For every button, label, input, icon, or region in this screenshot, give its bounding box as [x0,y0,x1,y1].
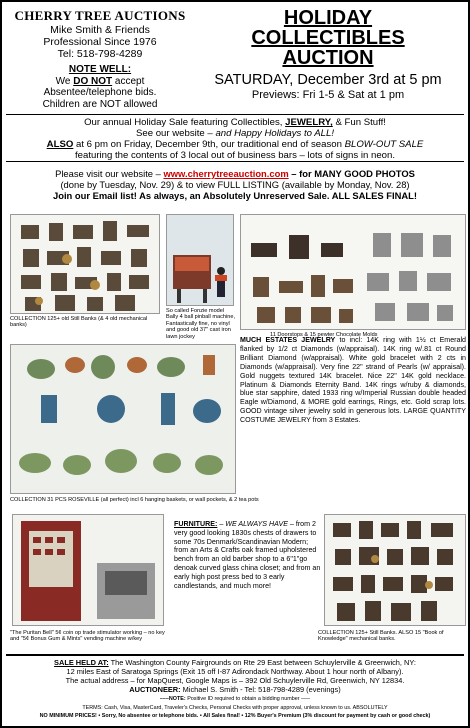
furniture-emphasis: – WE ALWAYS HAVE – [219,520,294,528]
title-block [192,8,464,101]
phone-number: Tel: 518-798-4289 [57,48,143,60]
intro-text: Our annual Holiday Sale featuring Collectibles, [84,117,283,128]
terms-line: TERMS: Cash, Visa, MasterCard, Traveler's Checks, Personal Checks with proper approval, unless known to us. ABSOLUTELY [82,704,388,711]
intro-emphasis: and Happy Holidays to ALL! [215,128,335,139]
furniture-label: FURNITURE: [174,520,218,528]
title-line: COLLECTIBLES [251,27,405,49]
molds-caption: 11 Doorstops & 15 pewter Chocolate Molds [270,332,378,338]
auctioneer-text: Michael S. Smith - Tel: 518-798-4289 (evenings) [182,685,341,694]
title-line: HOLIDAY [283,7,373,29]
jewelry-text: to incl: 14K ring with 1½ ct Emerald flanked by 1/2 ct Diamonds (w/appraisal). 14K ring w/.81 ct Round Brilliant Diamond (w/appraisal). White gold bracelet with 2 cts in Diamonds (w/appraisal). Very fine 22" strand of Pearls (w/ appraisal). Gold nuggets textured 14K bracelet. Nice 22" 14K gold necklace. Platinum & Diamonds Eternity Band. 14K rings w/ruby & diamonds, blue star sapphire, dated 1933 ring w/Imperial Russian double headed Eagle w/Diamond, & MORE gold earrings, Rings, etc. Gold scrap lots. GOOD vintage silver jewelry sold in generous lots. LARGE QUANTITY COSTUME JEWELRY from 3 Estates. [240,336,466,425]
intro-text: featuring the contents of 3 local out of business bars – lots of signs in neon. [75,150,395,161]
pinball-caption: So called Fonzie model Bally 4 ball pinball machine, Fantastically fine, no vinyl and good old 37" cast iron lawn jockey [166,308,236,340]
company-name: CHERRY TREE AUCTIONS [14,8,186,23]
note-emphasis: DO NOT [73,75,113,87]
directions-text: 12 miles East of Saratoga Springs (Exit 15 off I-87 Adirondack Northway. About 1 hour north of Albany). [66,667,404,676]
website-text: – for MANY GOOD PHOTOS [291,168,415,179]
sale-date: SATURDAY, December 3rd at 5 pm [214,72,442,88]
sale-location-text: The Washington County Fairgrounds on Rte 29 East between Schuylerville & Greenwich, NY: [110,658,416,667]
preview-times: Previews: Fri 1-5 & Sat at 1 pm [251,89,405,101]
note-text: accept [114,75,145,87]
doorstops-molds-photo [240,214,466,330]
pinball-photo [166,214,234,306]
intro-text: See our website – [135,128,213,139]
sale-location-label: SALE HELD AT: [54,658,109,667]
title-line: AUCTION [282,47,374,69]
note-text: We [55,75,71,87]
jewelry-description [240,336,466,504]
auctioneer-label: AUCTIONEER: [129,685,181,694]
website-link[interactable]: www.cherrytreeauction.com [163,168,289,179]
trade-stimulator-caption: "The Puritan Bell" 5¢ coin op trade stimulator working – no key and "5¢ Bonus Gum & Mints" vending machine w/key [10,630,165,643]
note-well [10,64,190,110]
furniture-text: from 2 very good looking 1830s chests of drawers to some 70s Denmark/Scandinavian Modern; from an Arts & Crafts oak framed upholstered bench from an old barber shop to a 6"1"go denoak curved glass china closet; and from an early high post press bed to 3 early candlestands, and much more! [174,520,321,590]
note-text: Absentee/telephone bids. [43,87,157,98]
intro-emphasis: JEWELRY, [285,117,333,128]
roseville-caption: COLLECTION 31 PCS ROSEVILLE (all perfect) incl 6 hanging baskets, or wall pockets, & 2 tea pots [10,497,259,503]
terms-line: NO MINIMUM PRICES! • Sorry, No absentee or telephone bids. • All Sales final! • 12% Buyer's Premium (3% discount for payment by cash or good check) [39,713,431,720]
intro-text: & Fun Stuff! [335,117,386,128]
website-box [6,168,464,208]
company-block [10,8,190,110]
banks-caption: COLLECTION 125+ old Still Banks (& 4 old mechanical banks) [10,316,148,329]
intro-text: at 6 pm on Friday, December 9th, our traditional end of season [75,139,342,150]
furniture-description [174,520,322,616]
still-banks-photo [324,514,466,626]
banks-photo [10,214,160,314]
principals: Mike Smith & Friends [50,24,150,36]
intro-emphasis: ALSO [46,139,74,150]
trade-stimulator-photo [12,514,164,626]
note-label: NOTE WELL: [68,64,132,75]
id-note-label: –––NOTE: [159,696,186,702]
website-text: Please visit our website – [55,168,161,179]
professional-since: Professional Since 1976 [43,36,157,48]
website-text: Join our Email list! As always, an Absolutely Unreserved Sale. ALL SALES FINAL! [53,190,417,201]
roseville-photo [10,344,236,494]
id-note-text: Positive ID required to obtain a bidding number ––– [187,696,311,702]
website-text: (done by Tuesday, Nov. 29) & to view FULL LISTING (available by Monday, Nov. 28) [60,179,410,190]
still-banks-caption: COLLECTION 125+ Still Banks. ALSO 15 "Book of Knowledge" mechanical banks. [318,630,444,643]
intro-box [6,114,464,162]
note-text: Children are NOT allowed [42,98,158,110]
sale-location-footer [6,654,464,724]
address-text: The actual address – for MapQuest, Google Maps is – 392 Old Schuylerville Rd, Greenwich, NY 12834. [65,676,405,685]
intro-emphasis: BLOW-OUT SALE [344,139,424,150]
jewelry-label: MUCH ESTATES JEWELRY [240,336,336,344]
